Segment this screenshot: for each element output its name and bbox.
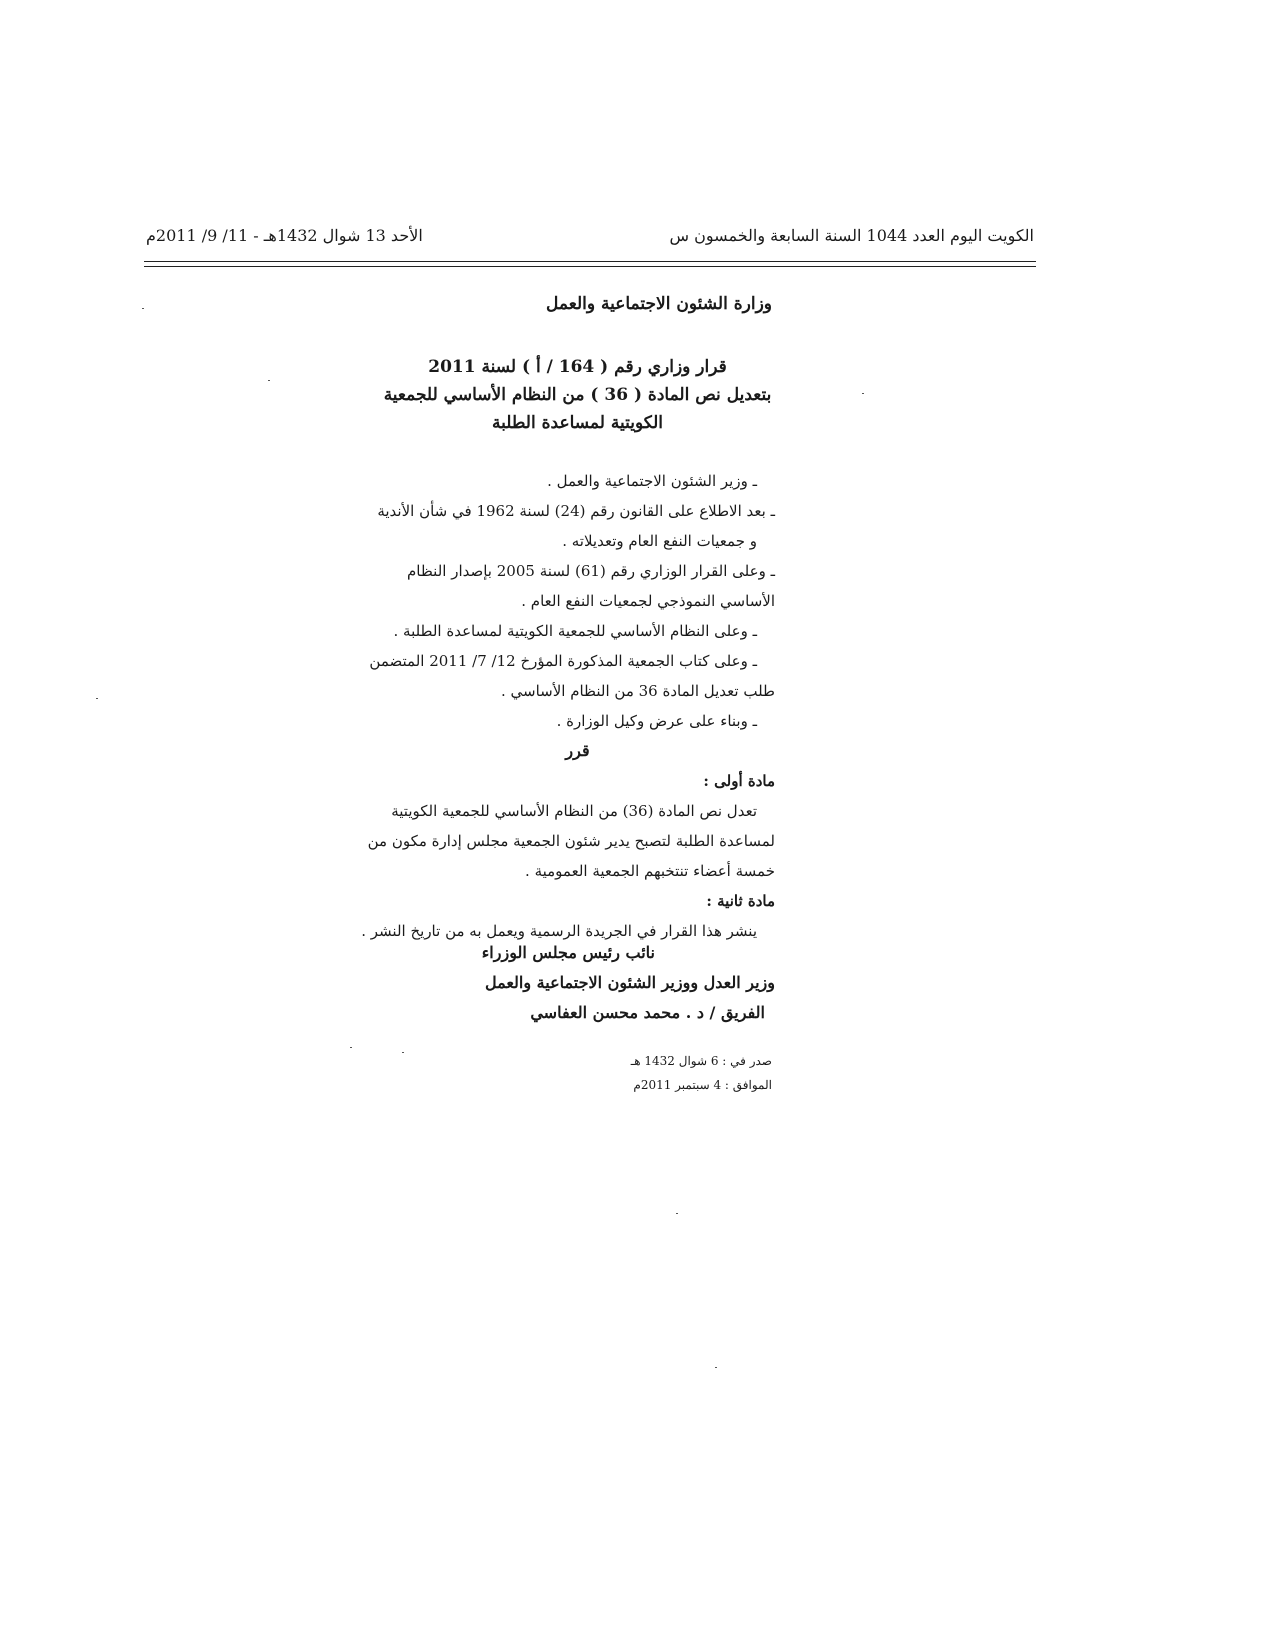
corresponding-date: الموافق : 4 سبتمبر 2011م (633, 1078, 772, 1092)
header-rule-bottom (144, 266, 1036, 267)
article-1-line: تعدل نص المادة (36) من النظام الأساسي للجمعية الكويتية (391, 802, 757, 820)
scan-speck (268, 380, 270, 381)
issue-dates (631, 1049, 772, 1097)
header-date: الأحد 13 شوال 1432هـ - 11/ 9/ 2011م (146, 226, 423, 245)
preamble-line: ـ وزير الشئون الاجتماعية والعمل . (547, 472, 757, 490)
decided-heading: قرر (565, 741, 590, 760)
signature-title-1: نائب رئيس مجلس الوزراء (481, 943, 655, 962)
signature-block (380, 938, 775, 1028)
scan-speck (715, 1367, 717, 1368)
decree-title-line-1: قرار وزاري رقم ( 164 / أ ) لسنة 2011 (428, 357, 727, 377)
preamble-line: الأساسي النموذجي لجمعيات النفع العام . (521, 592, 775, 610)
issued-date: صدر في : 6 شوال 1432 هـ (630, 1054, 772, 1068)
article-2-line: ينشر هذا القرار في الجريدة الرسمية ويعمل به من تاريخ النشر . (361, 922, 757, 940)
scan-speck (96, 698, 98, 699)
header-rule-top (144, 261, 1036, 262)
running-header (146, 226, 1034, 256)
preamble-line: ـ وعلى القرار الوزاري رقم (61) لسنة 2005 بإصدار النظام (407, 562, 775, 580)
signatory-name: الفريق / د . محمد محسن العفاسي (530, 1003, 765, 1022)
scan-speck (676, 1213, 678, 1214)
article-1-heading: مادة أولى : (703, 772, 775, 790)
preamble-line: و جمعيات النفع العام وتعديلاته . (562, 532, 757, 550)
preamble-line: طلب تعديل المادة 36 من النظام الأساسي . (500, 682, 775, 700)
decree-body (361, 466, 775, 946)
preamble-line: ـ وعلى النظام الأساسي للجمعية الكويتية لمساعدة الطلبة . (393, 622, 757, 640)
scan-speck (350, 1047, 352, 1048)
article-1-line: لمساعدة الطلبة لتصبح يدير شئون الجمعية مجلس إدارة مكون من (367, 832, 775, 850)
preamble-line: ـ وعلى كتاب الجمعية المذكورة المؤرخ 12/ 7/ 2011 المتضمن (369, 652, 757, 670)
article-2-heading: مادة ثانية : (706, 892, 775, 910)
article-1-line: خمسة أعضاء تنتخبهم الجمعية العمومية . (525, 862, 775, 880)
header-publication-info: الكويت اليوم العدد 1044 السنة السابعة والخمسون س (669, 226, 1034, 245)
preamble-line: ـ بعد الاطلاع على القانون رقم (24) لسنة 1962 في شأن الأندية (377, 502, 775, 520)
decree-title-line-2: بتعديل نص المادة ( 36 ) من النظام الأساسي للجمعية (383, 385, 772, 405)
scan-speck (402, 1052, 404, 1053)
scan-speck (862, 393, 864, 394)
decree-title-line-3: الكويتية لمساعدة الطلبة (491, 413, 664, 433)
scan-speck (142, 308, 144, 309)
decree-title (380, 353, 775, 437)
preamble-line: ـ وبناء على عرض وكيل الوزارة . (556, 712, 757, 730)
ministry-name: وزارة الشئون الاجتماعية والعمل (546, 294, 772, 314)
signature-title-2: وزير العدل ووزير الشئون الاجتماعية والعمل (484, 973, 775, 992)
